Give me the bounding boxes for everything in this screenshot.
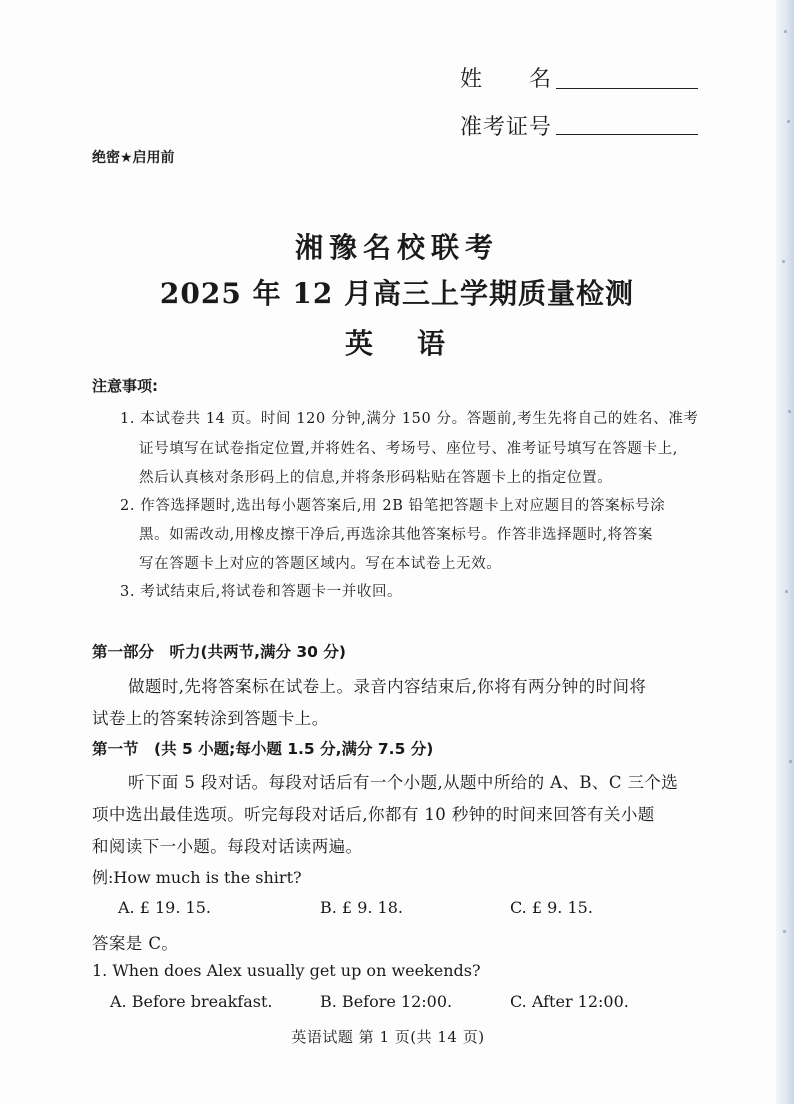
- example-option-b: B. £ 9. 18.: [320, 898, 403, 917]
- scan-speck: [787, 120, 790, 123]
- note-line: 2. 作答选择题时,选出每小题答案后,用 2B 铅笔把答题卡上对应题目的答案标号涂: [120, 498, 666, 514]
- exam-id-label: 准考证号: [460, 115, 553, 140]
- question-1-option-b[interactable]: B. Before 12:00.: [320, 992, 453, 1011]
- part1-intro: 试卷上的答案转涂到答题卡上。: [92, 709, 329, 728]
- note-line: 1. 本试卷共 14 页。时间 120 分钟,满分 150 分。答题前,考生先将自己的姓名、准考: [120, 411, 699, 427]
- exam-id-field[interactable]: [556, 134, 698, 135]
- note-line: 黑。如需改动,用橡皮擦干净后,再选涂其他答案标号。作答非选择题时,将答案: [139, 527, 653, 543]
- note-line: 3. 考试结束后,将试卷和答题卡一并收回。: [120, 584, 403, 600]
- example-option-c: C. £ 9. 15.: [510, 898, 593, 917]
- question-1-option-a[interactable]: A. Before breakfast.: [110, 992, 273, 1011]
- note-line: 写在答题卡上对应的答题区域内。写在本试卷上无效。: [139, 556, 502, 572]
- scan-speck: [785, 590, 788, 593]
- exam-subtitle: 2025 年 12 月高三上学期质量检测: [159, 277, 635, 310]
- name-label: 姓 名: [460, 67, 553, 92]
- question-1: 1. When does Alex usually get up on weekends?: [92, 961, 481, 980]
- section1-instruction: 听下面 5 段对话。每段对话后有一个小题,从题中所给的 A、B、C 三个选: [128, 773, 679, 792]
- example-question: 例:How much is the shirt?: [92, 868, 302, 887]
- section1-heading: 第一节 (共 5 小题;每小题 1.5 分,满分 7.5 分): [92, 740, 434, 758]
- secret-mark: 绝密★启用前: [92, 150, 175, 166]
- name-field[interactable]: [556, 88, 698, 89]
- scan-speck: [788, 410, 791, 413]
- question-1-option-c[interactable]: C. After 12:00.: [510, 992, 629, 1011]
- scan-edge: [776, 0, 794, 1104]
- part1-heading: 第一部分 听力(共两节,满分 30 分): [92, 643, 346, 661]
- section1-instruction: 项中选出最佳选项。听完每段对话后,你都有 10 秒钟的时间来回答有关小题: [92, 805, 655, 824]
- exam-title: 湘豫名校联考: [294, 231, 499, 264]
- notes-heading: 注意事项:: [92, 377, 158, 395]
- note-line: 然后认真核对条形码上的信息,并将条形码粘贴在答题卡上的指定位置。: [139, 470, 613, 486]
- subject-title: 英语: [344, 327, 489, 360]
- note-line: 证号填写在试卷指定位置,并将姓名、考场号、座位号、准考证号填写在答题卡上,: [139, 441, 678, 457]
- section1-instruction: 和阅读下一小题。每段对话读两遍。: [92, 837, 363, 856]
- example-answer: 答案是 C。: [92, 934, 179, 953]
- part1-intro: 做题时,先将答案标在试卷上。录音内容结束后,你将有两分钟的时间将: [128, 677, 647, 696]
- scan-speck: [783, 930, 786, 933]
- page-footer: 英语试题 第 1 页(共 14 页): [291, 1028, 485, 1046]
- scan-speck: [784, 30, 787, 33]
- example-option-a: A. £ 19. 15.: [118, 898, 211, 917]
- scan-speck: [789, 760, 792, 763]
